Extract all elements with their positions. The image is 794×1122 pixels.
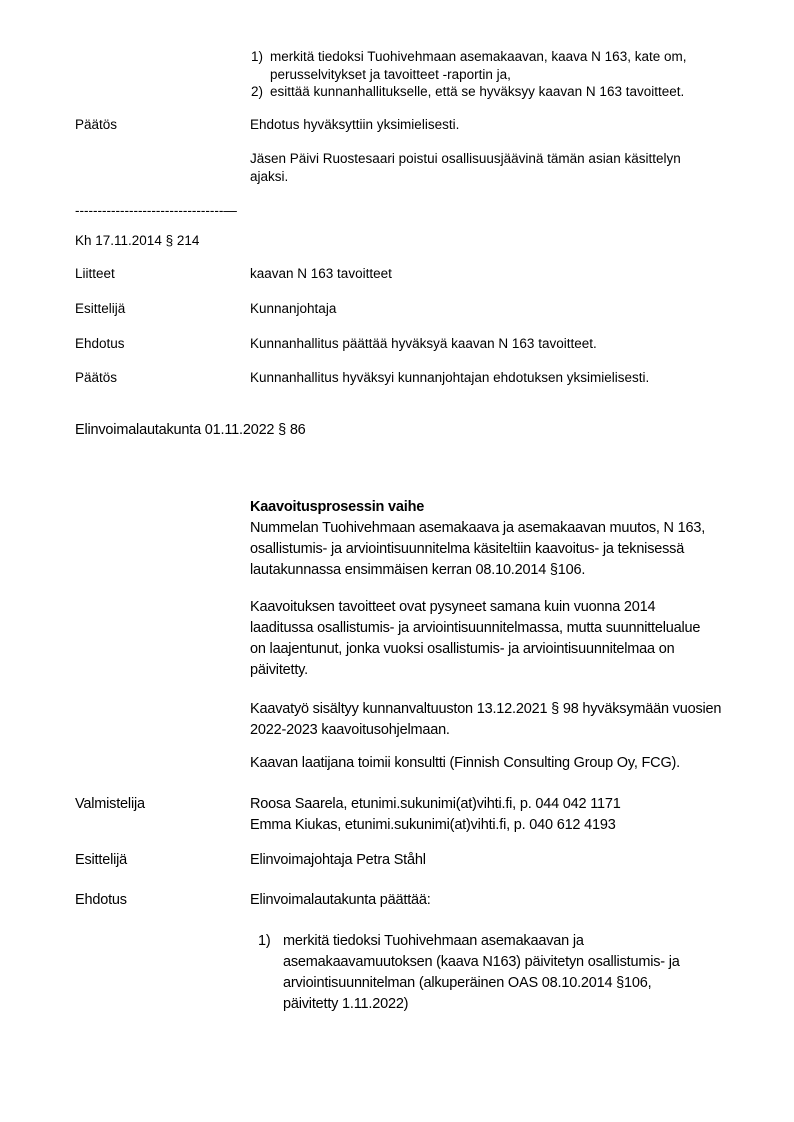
item-line: päivitetty 1.11.2022): [283, 996, 409, 1012]
paragraph-line: lautakunnassa ensimmäisen kerran 08.10.2014 §106.: [250, 562, 586, 578]
elinvoima-section-heading: Elinvoimalautakunta 01.11.2022 § 86: [75, 422, 306, 438]
item-line: asemakaavamuutoksen (kaava N163) päivitetyn osallistumis- ja: [283, 954, 680, 970]
row-label-esittelija-2: Esittelijä: [75, 852, 127, 868]
section-separator: ---------------------------------—: [75, 203, 237, 218]
row-label-paatos-2: Päätös: [75, 370, 118, 385]
row-label-valmistelija: Valmistelija: [75, 796, 145, 812]
paragraph-line: laaditussa osallistumis- ja arviointisuunnitelmassa, mutta suunnittelualue: [250, 620, 701, 636]
row-value-paatos-2: Kunnanhallitus hyväksyi kunnanjohtajan ehdotuksen yksimielisesti.: [250, 370, 650, 385]
preparer-line: Emma Kiukas, etunimi.sukunimi(at)vihti.fi, p. 040 612 4193: [250, 817, 616, 833]
item-line: merkitä tiedoksi Tuohivehmaan asemakaavan, kaava N 163, kate om,: [270, 49, 687, 64]
paragraph-line: osallistumis- ja arviointisuunnitelma käsiteltiin kaavoitus- ja teknisessä: [250, 541, 685, 557]
list-item: [251, 48, 686, 83]
paragraph-line: Kaavoituksen tavoitteet ovat pysyneet samana kuin vuonna 2014: [250, 599, 656, 615]
paragraph-line: on laajentunut, jonka vuoksi osallistumis- ja arviointisuunnitelmaa on: [250, 641, 675, 657]
item-number: 1): [258, 933, 271, 949]
row-label-paatos: Päätös: [75, 117, 118, 132]
process-stage-heading: Kaavoitusprosessin vaihe: [250, 499, 425, 515]
paragraph-line: Kaavatyö sisältyy kunnanvaltuuston 13.12.2021 § 98 hyväksymään vuosien: [250, 701, 722, 717]
row-label-esittelija: Esittelijä: [75, 301, 126, 316]
member-exit-note: [250, 150, 681, 185]
paragraph-line: päivitetty.: [250, 662, 308, 678]
row-label-ehdotus: Ehdotus: [75, 336, 125, 351]
row-value-esittelija: Kunnanjohtaja: [250, 301, 337, 316]
note-line: Jäsen Päivi Ruostesaari poistui osallisuusjäävinä tämän asian käsittelyn: [250, 151, 681, 166]
bottom-decision-list: [258, 931, 680, 1015]
paragraph-line: Nummelan Tuohivehmaan asemakaava ja asemakaavan muutos, N 163,: [250, 520, 706, 536]
item-line: merkitä tiedoksi Tuohivehmaan asemakaavan ja: [283, 933, 584, 949]
item-text: [283, 931, 680, 1015]
row-value-valmistelija: [250, 794, 621, 836]
item-number: 1): [251, 49, 264, 64]
paragraph-2: [250, 597, 700, 681]
preparer-line: Roosa Saarela, etunimi.sukunimi(at)vihti.fi, p. 044 042 1171: [250, 796, 621, 812]
row-label-liitteet: Liitteet: [75, 266, 115, 281]
row-value-ehdotus-2: Elinvoimalautakunta päättää:: [250, 892, 431, 908]
row-value-paatos: Ehdotus hyväksyttiin yksimielisesti.: [250, 117, 460, 132]
note-line: ajaksi.: [250, 168, 289, 184]
list-item: [258, 931, 680, 1015]
row-value-liitteet: kaavan N 163 tavoitteet: [250, 266, 392, 281]
row-value-esittelija-2: Elinvoimajohtaja Petra Ståhl: [250, 852, 426, 868]
item-text: [270, 83, 684, 101]
paragraph-3: [250, 699, 721, 741]
paragraph-1: [250, 518, 705, 581]
row-label-ehdotus-2: Ehdotus: [75, 892, 127, 908]
item-number: 2): [251, 84, 264, 99]
paragraph-4: [250, 753, 680, 774]
paragraph-line: Kaavan laatijana toimii konsultti (Finnish Consulting Group Oy, FCG).: [250, 755, 680, 771]
row-value-ehdotus: Kunnanhallitus päättää hyväksyä kaavan N 163 tavoitteet.: [250, 336, 597, 351]
item-text: [270, 48, 686, 83]
top-decision-list: [251, 48, 686, 101]
item-line: perusselvitykset ja tavoitteet -raportin ja,: [270, 66, 511, 82]
item-line: arviointisuunnitelman (alkuperäinen OAS 08.10.2014 §106,: [283, 975, 652, 991]
kh-section-heading: Kh 17.11.2014 § 214: [75, 233, 200, 248]
paragraph-line: 2022-2023 kaavoitusohjelmaan.: [250, 722, 450, 738]
item-line: esittää kunnanhallitukselle, että se hyväksyy kaavan N 163 tavoitteet.: [270, 84, 685, 99]
list-item: [251, 83, 686, 101]
